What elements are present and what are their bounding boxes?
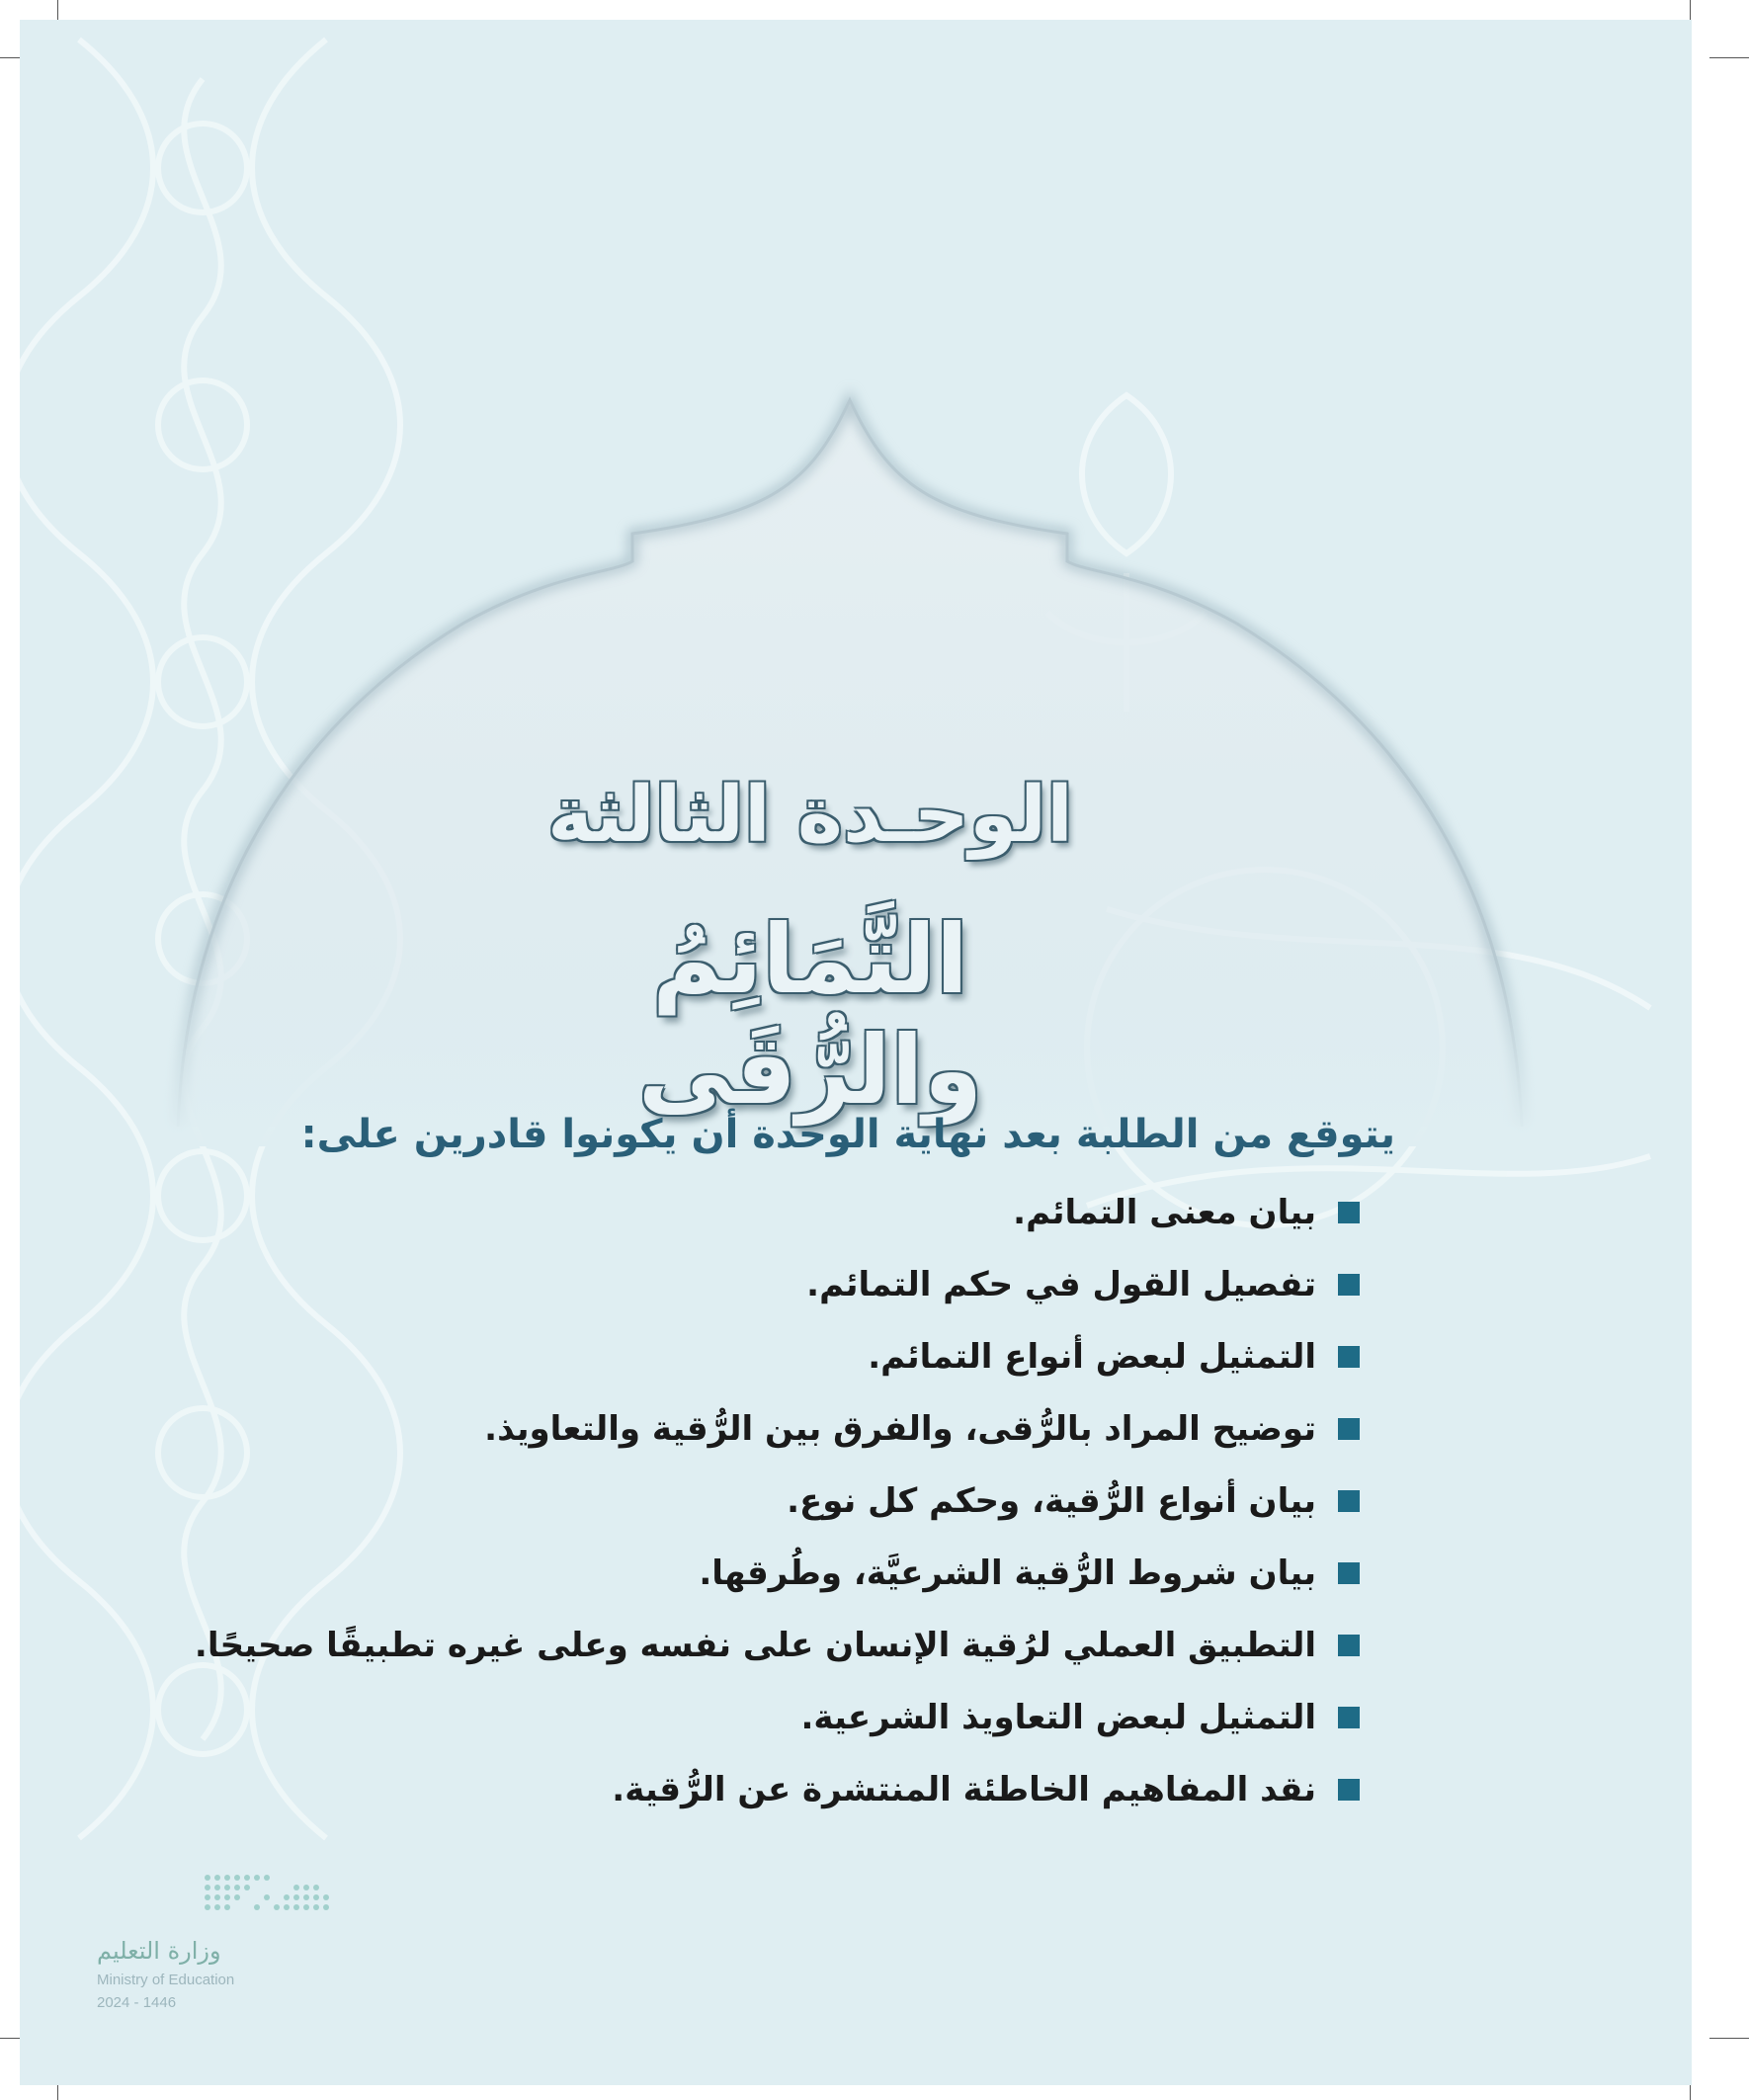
unit-title: الوحـدة الثالثة: [547, 771, 1073, 860]
objective-text: بيان أنواع الرُّقية، وحكم كل نوع.: [787, 1480, 1316, 1521]
square-bullet-icon: [1338, 1779, 1360, 1801]
objective-text: بيان معنى التمائم.: [1013, 1192, 1316, 1232]
objective-text: التمثيل لبعض التعاويذ الشرعية.: [800, 1697, 1316, 1737]
list-item: [174, 1176, 1360, 1248]
objective-text: التطبيق العملي لرُقية الإنسان على نفسه وعلى غيره تطبيقًا صحيحًا.: [194, 1625, 1316, 1665]
list-item: [174, 1537, 1360, 1609]
square-bullet-icon: [1338, 1562, 1360, 1584]
unit-subtitle: التَّمَائِمُ والرُّقَى: [637, 904, 983, 1126]
square-bullet-icon: [1338, 1202, 1360, 1223]
ministry-name-english: Ministry of Education: [97, 1972, 235, 1988]
square-bullet-icon: [1338, 1490, 1360, 1512]
list-item: [174, 1609, 1360, 1681]
crop-mark: [1709, 2038, 1749, 2039]
list-item: [174, 1248, 1360, 1320]
book-page: [20, 20, 1692, 2085]
objective-text: توضيح المراد بالرُّقى، والفرق بين الرُّقية والتعاويذ.: [484, 1408, 1316, 1449]
square-bullet-icon: [1338, 1707, 1360, 1728]
list-item: [174, 1753, 1360, 1825]
objective-text: تفصيل القول في حكم التمائم.: [806, 1264, 1316, 1304]
square-bullet-icon: [1338, 1346, 1360, 1368]
list-item: [174, 1681, 1360, 1753]
square-bullet-icon: [1338, 1418, 1360, 1440]
list-item: [174, 1392, 1360, 1465]
list-item: [174, 1465, 1360, 1537]
learning-outcomes-intro: يتوقع من الطلبة بعد نهاية الوحدة أن يكونوا قادرين على:: [300, 1112, 1395, 1157]
square-bullet-icon: [1338, 1635, 1360, 1656]
objective-text: بيان شروط الرُّقية الشرعيَّة، وطُرقها.: [699, 1553, 1316, 1593]
objective-text: التمثيل لبعض أنواع التمائم.: [868, 1336, 1316, 1377]
crop-mark: [1709, 57, 1749, 58]
objective-text: نقد المفاهيم الخاطئة المنتشرة عن الرُّقية.: [612, 1769, 1316, 1809]
square-bullet-icon: [1338, 1274, 1360, 1296]
objectives-list: [174, 1176, 1360, 1825]
list-item: [174, 1320, 1360, 1392]
edition-year: 2024 - 1446: [97, 1994, 177, 2011]
ministry-name-arabic: وزارة التعليم: [97, 1937, 221, 1965]
